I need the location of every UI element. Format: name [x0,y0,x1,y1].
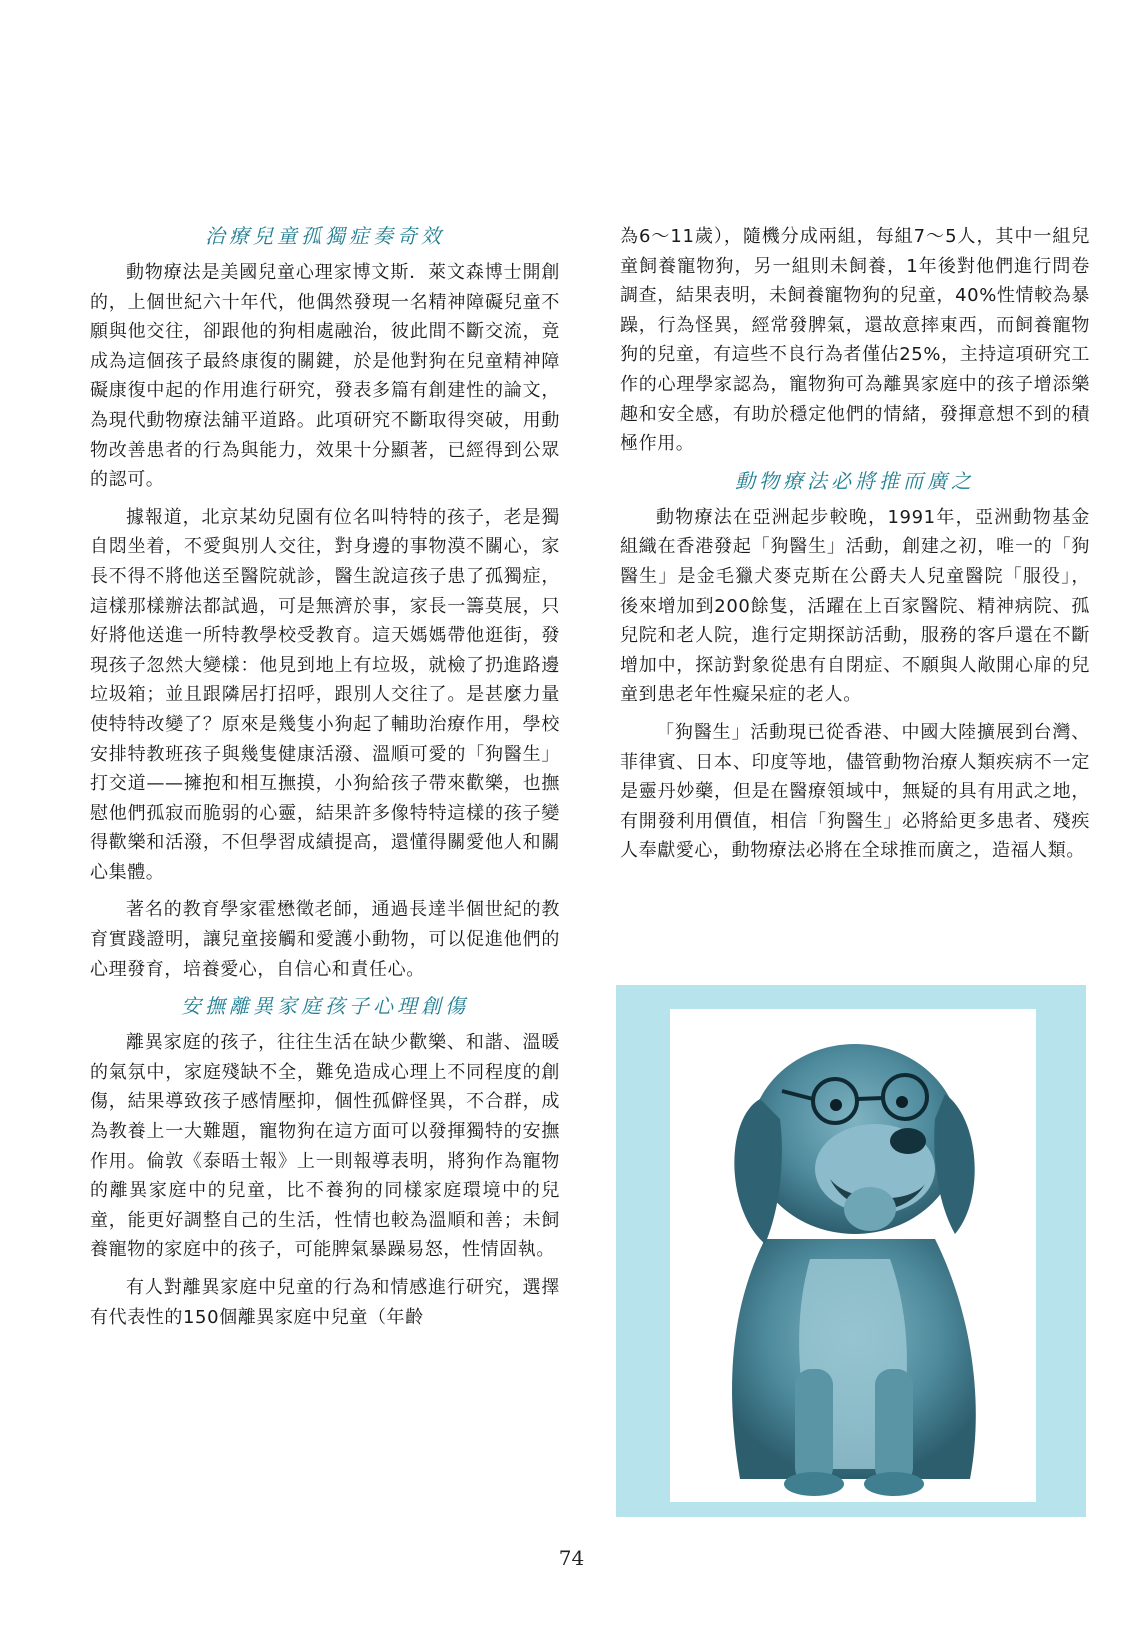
paragraph: 有人對離異家庭中兒童的行為和情感進行研究，選擇有代表性的150個離異家庭中兒童（年齡 [90,1277,560,1328]
paragraph: 動物療法是美國兒童心理家博文斯．萊文森博士開創的，上個世紀六十年代，他偶然發現一名精神障礙兒童不願與他交往，卻跟他的狗相處融治，彼此間不斷交流，竟成為這個孩子最終康復的關鍵，於是他對狗在兒童精神障礙康復中起的作用進行研究，發表多篇有創建性的論文，為現代動物療法舖平道路。此項研究不斷取得突破，用動物改善患者的行為與能力，效果十分顯著，已經得到公眾的認可。 [90,262,560,491]
section-title-autism: 治療兒童孤獨症奏奇效 [205,224,445,248]
paragraph: 據報道，北京某幼兒園有位名叫特特的孩子，老是獨自悶坐着，不愛與別人交往，對身邊的事物漠不關心，家長不得不將他送至醫院就診，醫生說這孩子患了孤獨症，這樣那樣辦法都試過，可是無濟於事，家長一籌莫展，只好將他送進一所特教學校受教育。這天媽媽帶他逛街，發現孩子忽然大變樣：他見到地上有垃圾，就檢了扔進路邊垃圾箱；並且跟隣居打招呼，跟別人交往了。是甚麼力量使特特改變了？原來是幾隻小狗起了輔助治療作用，學校安排特教班孩子與幾隻健康活潑、溫順可愛的「狗醫生」打交道——擁抱和相互撫摸，小狗給孩子帶來歡樂，也撫慰他們孤寂而脆弱的心靈，結果許多像特特這樣的孩子變得歡樂和活潑，不但學習成績提高，還懂得關愛他人和關心集體。 [90,506,560,883]
section-title-divorce: 安撫離異家庭孩子心理創傷 [181,994,469,1019]
page-number: 74 [558,1546,585,1570]
right-column [620,222,1090,866]
paragraph-continued: 為6～11歲），隨機分成兩組，每組7～5人，其中一組兒童飼養寵物狗，另一組則未飼養，1年後對他們進行問卷調查，結果表明，未飼養寵物狗的兒童，40%性情較為暴躁，行為怪異，經常發脾氣，還故意摔東西，而飼養寵物狗的兒童，有這些不良行為者僅佔25%，主持這項研究工作的心理學家認為，寵物狗可為離異家庭中的孩子增添樂趣和安全感，有助於穩定他們的情緒，發揮意想不到的積極作用。 [620,226,1090,455]
paragraph: 「狗醫生」活動現已從香港、中國大陸擴展到台灣、菲律賓、日本、印度等地，儘管動物治療人類疾病不一定是靈丹妙藥，但是在醫療領域中，無疑的具有用武之地，有開發利用價值，相信「狗醫生」必將給更多患者、殘疾人奉獻愛心，動物療法必將在全球推而廣之，造福人類。 [620,721,1090,862]
dog-photo [670,1009,1036,1502]
dog-photo-frame [616,985,1086,1517]
left-column [90,222,560,1332]
paragraph: 離異家庭的孩子，往往生活在缺少歡樂、和諧、溫暖的氣氛中，家庭殘缺不全，難免造成心理上不同程度的創傷，結果導致孩子感情壓抑，個性孤僻怪異，不合群，成為教養上一大難題，寵物狗在這方面可以發揮獨特的安撫作用。倫敦《泰晤士報》上一則報導表明，將狗作為寵物的離異家庭中的兒童，比不養狗的同樣家庭環境中的兒童，能更好調整自己的生活，性情也較為溫順和善；未飼養寵物的家庭中的孩子，可能脾氣暴躁易怒，性情固執。 [90,1032,560,1261]
dog-with-glasses-icon [670,1009,1036,1502]
paragraph: 動物療法在亞洲起步較晚，1991年，亞洲動物基金組織在香港發起「狗醫生」活動，創建之初，唯一的「狗醫生」是金毛獵犬麥克斯在公爵夫人兒童醫院「服役」，後來增加到200餘隻，活躍在上百家醫院、精神病院、孤兒院和老人院，進行定期探訪活動，服務的客戶還在不斷增加中，探訪對象從患有自閉症、不願與人敞開心扉的兒童到患老年性癡呆症的老人。 [620,506,1090,706]
paragraph: 著名的教育學家霍懋徵老師，通過長達半個世紀的教育實踐證明，讓兒童接觸和愛護小動物，可以促進他們的心理發育，培養愛心，自信心和責任心。 [90,899,560,980]
section-title-promotion: 動物療法必將推而廣之 [735,468,975,493]
